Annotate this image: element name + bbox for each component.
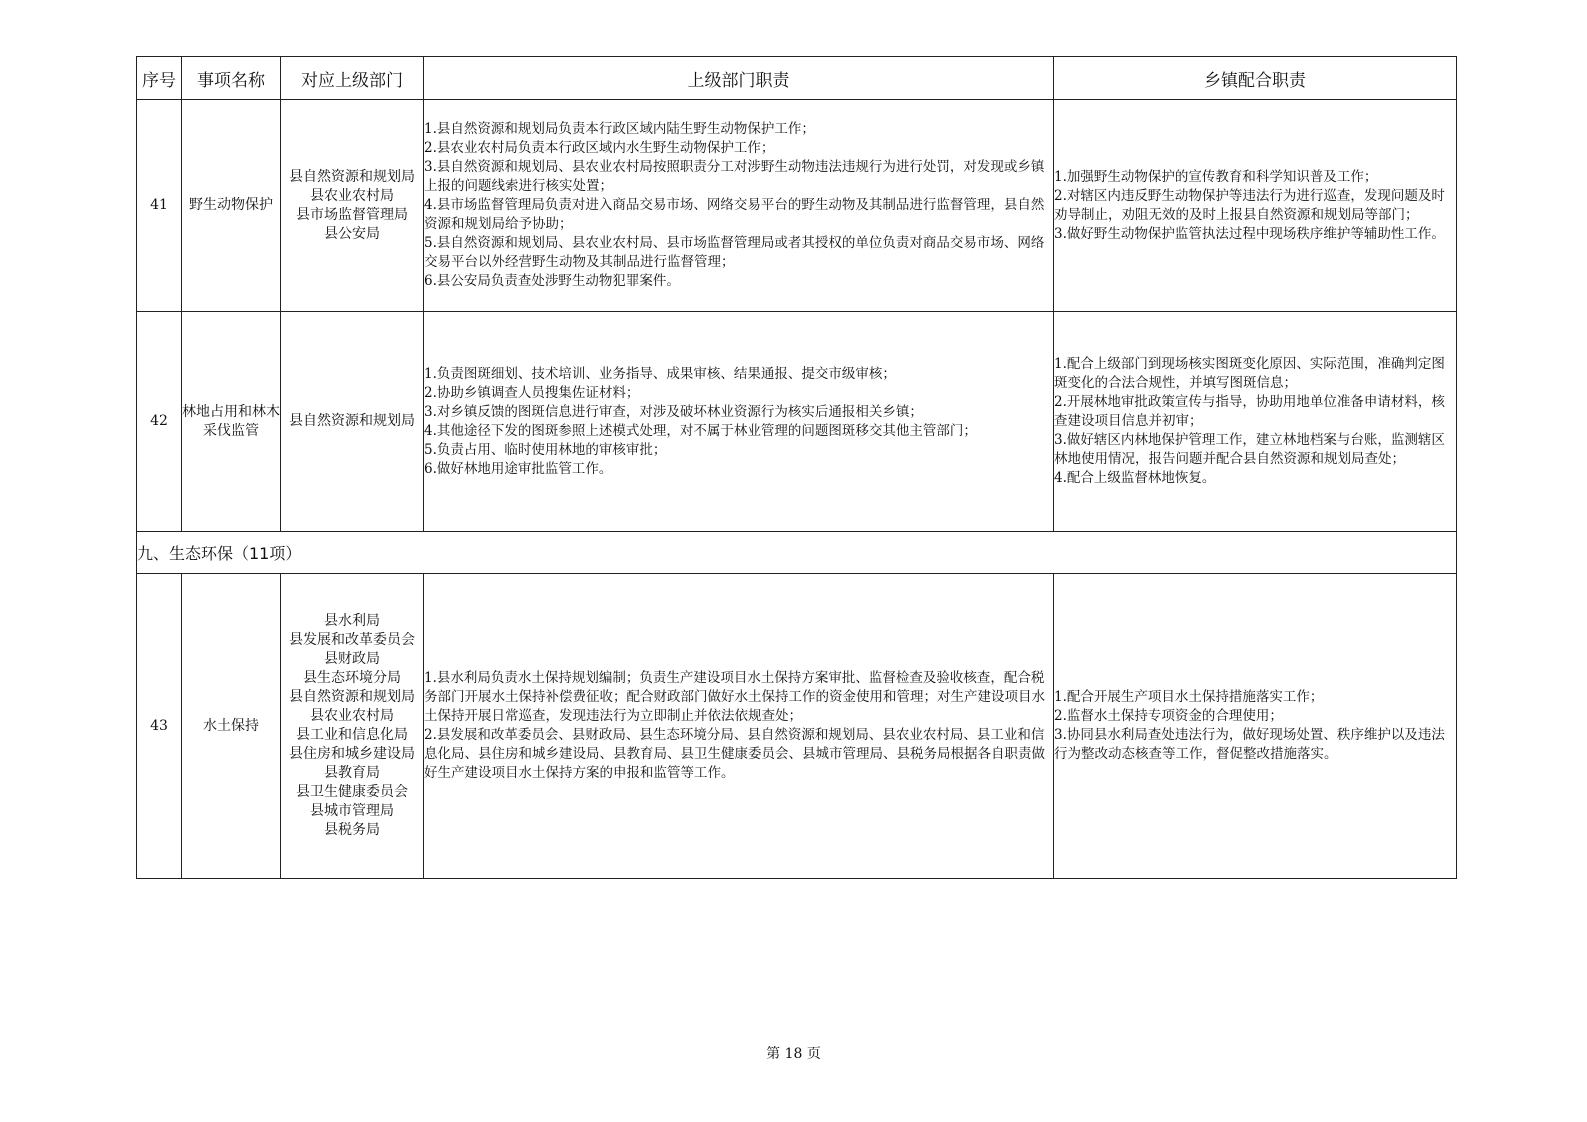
duty-table bbox=[136, 56, 1457, 879]
duty-line: 1.配合上级部门到现场核实图斑变化原因、实际范围，准确判定图斑变化的合法合规性，并填写图斑信息； bbox=[1054, 356, 1445, 391]
duty-line: 5.负责占用、临时使用林地的审核审批； bbox=[424, 441, 667, 458]
dept-line: 县住房和城乡建设局 bbox=[289, 746, 415, 762]
header-dept: 对应上级部门 bbox=[281, 57, 424, 100]
dept-line: 县自然资源和规划局 bbox=[289, 689, 415, 705]
dept-line: 县农业农村局 bbox=[310, 187, 394, 204]
dept-line: 县城市管理局 bbox=[310, 803, 394, 819]
page-number: 第 18 页 bbox=[766, 1046, 821, 1062]
dept-line: 县市场监督管理局 bbox=[296, 206, 408, 223]
duty-line: 1.县水利局负责水土保持规划编制；负责生产建设项目水土保持方案审批、监督检查及验收核查，配合税务部门开展水土保持补偿费征收；配合财政部门做好水土保持工作的资金使用和管理；对生产建设项目水土保持开展日常巡查，发现违法行为立即制止并依法依规查处； bbox=[424, 670, 1045, 724]
duty-line: 2.对辖区内违反野生动物保护等违法行为进行巡查，发现问题及时劝导制止，劝阻无效的及时上报县自然资源和规划局等部门； bbox=[1054, 187, 1445, 223]
duty-line: 6.做好林地用途审批监管工作。 bbox=[424, 460, 613, 477]
duty-line: 4.县市场监督管理局负责对进入商品交易市场、网络交易平台的野生动物及其制品进行监督管理，县自然资源和规划局给予协助； bbox=[424, 197, 1045, 232]
dept-line: 县公安局 bbox=[324, 225, 380, 242]
table-row bbox=[137, 312, 1457, 532]
section-row bbox=[137, 532, 1457, 574]
duty-line: 3.协同县水利局查处违法行为，做好现场处置、秩序维护以及违法行为整改动态核查等工作，督促整改措施落实。 bbox=[1054, 727, 1445, 762]
dept-line: 县农业农村局 bbox=[310, 708, 394, 724]
duty-line: 1.县自然资源和规划局负责本行政区域内陆生野生动物保护工作； bbox=[424, 121, 815, 137]
duty-line: 2.县农业农村局负责本行政区域内水生野生动物保护工作； bbox=[424, 140, 775, 156]
header-row bbox=[137, 57, 1457, 100]
duty-line: 2.县发展和改革委员会、县财政局、县生态环境分局、县自然资源和规划局、县农业农村局、县工业和信息化局、县住房和城乡建设局、县教育局、县卫生健康委员会、县城市管理局、县税务局根据各自职责做好生产建设项目水土保持方案的申报和监管等工作。 bbox=[424, 727, 1045, 781]
row-upper-duties bbox=[424, 100, 1054, 312]
dept-line: 县工业和信息化局 bbox=[296, 727, 408, 743]
duty-line: 1.配合开展生产项目水土保持措施落实工作； bbox=[1054, 689, 1324, 705]
row-upper-duties bbox=[424, 574, 1054, 879]
duty-line: 3.县自然资源和规划局、县农业农村局按照职责分工对涉野生动物违法违规行为进行处罚，对发现或乡镇上报的问题线索进行核实处置； bbox=[424, 159, 1045, 194]
header-item-name: 事项名称 bbox=[182, 57, 281, 100]
dept-line: 县卫生健康委员会 bbox=[296, 784, 408, 800]
duty-line: 1.加强野生动物保护的宣传教育和科学知识普及工作； bbox=[1054, 168, 1378, 185]
row-item-name: 林地占用和林木采伐监管 bbox=[182, 312, 281, 532]
row-no: 43 bbox=[137, 574, 182, 879]
row-depts bbox=[281, 574, 424, 879]
duty-line: 2.开展林地审批政策宣传与指导，协助用地单位准备申请材料，核查建设项目信息并初审； bbox=[1054, 394, 1445, 429]
row-town-duties bbox=[1054, 312, 1457, 532]
row-depts bbox=[281, 312, 424, 532]
row-no: 42 bbox=[137, 312, 182, 532]
duty-line: 4.其他途径下发的图斑参照上述模式处理，对不属于林业管理的问题图斑移交其他主管部门； bbox=[424, 422, 977, 439]
dept-line: 县发展和改革委员会 bbox=[289, 632, 415, 648]
dept-line: 县水利局 bbox=[324, 613, 380, 629]
table-row bbox=[137, 100, 1457, 312]
table-row bbox=[137, 574, 1457, 879]
section-title: 九、生态环保（11项） bbox=[137, 532, 1457, 574]
row-depts bbox=[281, 100, 424, 312]
duty-line: 5.县自然资源和规划局、县农业农村局、县市场监督管理局或者其授权的单位负责对商品交易市场、网络交易平台以外经营野生动物及其制品进行监督管理； bbox=[424, 235, 1045, 270]
dept-line: 县生态环境分局 bbox=[303, 670, 401, 686]
row-upper-duties bbox=[424, 312, 1054, 532]
row-town-duties bbox=[1054, 574, 1457, 879]
dept-line: 县财政局 bbox=[324, 651, 380, 667]
duty-line: 2.监督水土保持专项资金的合理使用； bbox=[1054, 708, 1283, 724]
row-item-name: 水土保持 bbox=[182, 574, 281, 879]
dept-line: 县教育局 bbox=[324, 765, 380, 781]
header-no: 序号 bbox=[137, 57, 182, 100]
header-upper-duty: 上级部门职责 bbox=[424, 57, 1054, 100]
duty-line: 3.做好辖区内林地保护管理工作，建立林地档案与台账，监测辖区林地使用情况，报告问题并配合县自然资源和规划局查处； bbox=[1054, 432, 1445, 467]
row-no: 41 bbox=[137, 100, 182, 312]
dept-line: 县税务局 bbox=[324, 822, 380, 838]
duty-line: 1.负责图斑细划、技术培训、业务指导、成果审核、结果通报、提交市级审核； bbox=[424, 365, 896, 382]
duty-line: 3.做好野生动物保护监管执法过程中现场秩序维护等辅助性工作。 bbox=[1054, 225, 1445, 242]
dept-line: 县自然资源和规划局 bbox=[289, 168, 415, 185]
header-town-duty: 乡镇配合职责 bbox=[1054, 57, 1457, 100]
dept-line: 县自然资源和规划局 bbox=[289, 413, 415, 429]
duty-line: 6.县公安局负责查处涉野生动物犯罪案件。 bbox=[424, 273, 680, 289]
duty-line: 3.对乡镇反馈的图斑信息进行审查，对涉及破坏林业资源行为核实后通报相关乡镇； bbox=[424, 403, 923, 420]
row-town-duties bbox=[1054, 100, 1457, 312]
duty-line: 2.协助乡镇调查人员搜集佐证材料； bbox=[424, 384, 640, 401]
duty-line: 4.配合上级监督林地恢复。 bbox=[1054, 470, 1216, 486]
row-item-name: 野生动物保护 bbox=[182, 100, 281, 312]
